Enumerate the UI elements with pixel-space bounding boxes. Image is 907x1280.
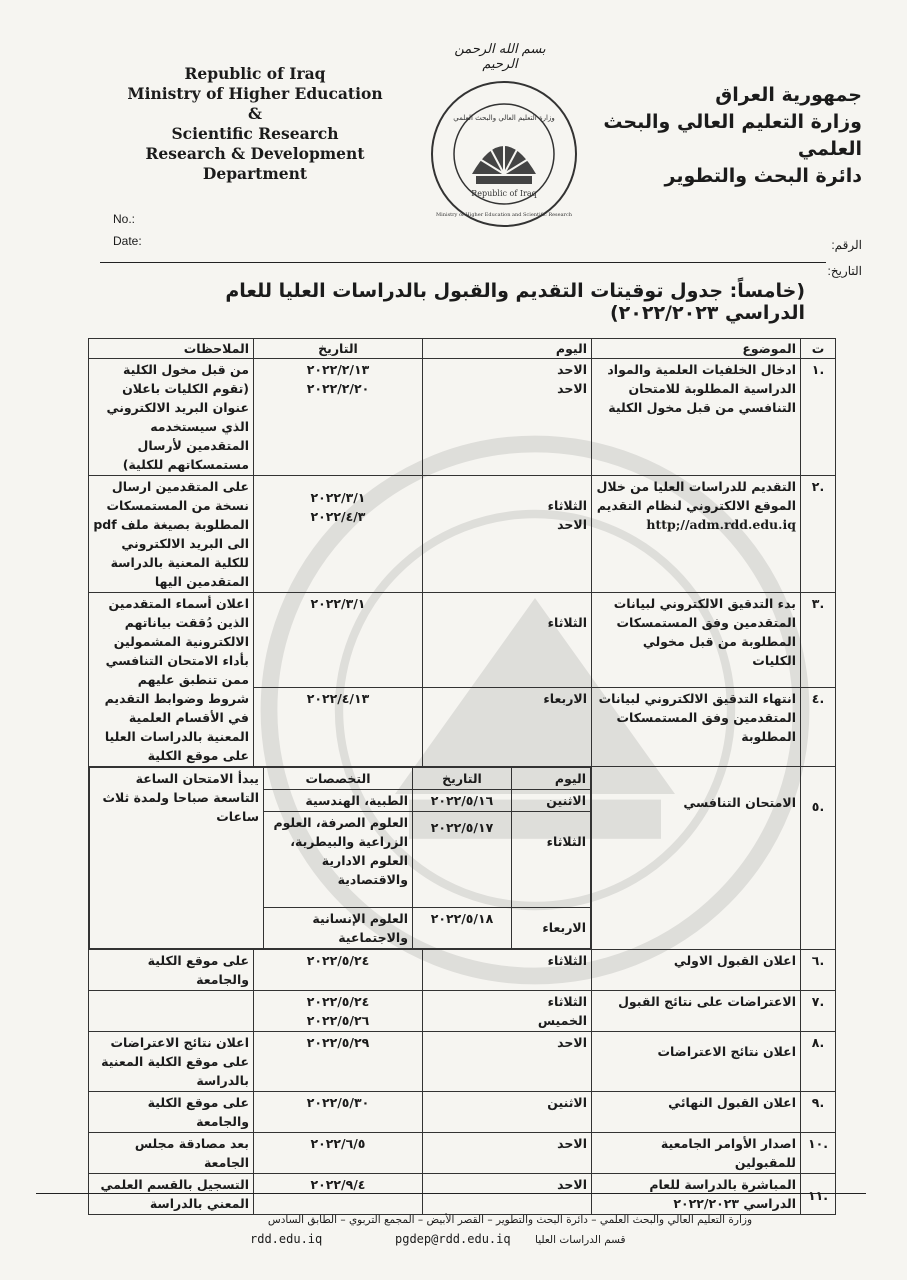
en-line-department: Research & Development: [145, 144, 365, 163]
row-num: .١٠: [801, 1133, 836, 1174]
table-row: [89, 1092, 836, 1133]
row-num: .٢: [801, 476, 836, 593]
row-num: .٩: [801, 1092, 836, 1133]
table-row: [89, 991, 836, 1032]
header-date: التاريخ: [254, 339, 423, 359]
row-notes: على موقع الكلية والجامعة: [89, 950, 254, 991]
exam-spec: العلوم الإنسانية والاجتماعية: [264, 908, 413, 949]
footer-rule: [36, 1193, 866, 1194]
row-subject: ادخال الخلفيات العلمية والمواد الدراسية المطلوبة للامتحان التنافسي من قبل مخول الكلية: [592, 359, 801, 476]
row-subject: انتهاء التدقيق الالكتروني لبيانات المتقدمين وفق المستمسكات المطلوبة: [592, 688, 801, 767]
seal-ring-text: Ministry of Higher Education and Scientific Research: [436, 212, 572, 218]
ar-ref-number-label: الرقم:: [831, 238, 862, 252]
header-day: اليوم: [423, 339, 592, 359]
table-row: [89, 1133, 836, 1174]
row-notes: من قبل مخول الكلية (تقوم الكليات باعلان عنوان البريد الالكتروني الذي سيستخدمه المتقدمين لأرسال مستمسكاتهم للكلية): [89, 359, 254, 476]
en-line-ministry-2: Scientific Research: [171, 124, 339, 143]
schedule-table: [88, 338, 836, 1215]
row-num: .١١: [801, 1174, 836, 1215]
row-subject: [592, 476, 801, 593]
row-date: ٢٠٢٢/٦/٥: [254, 1133, 423, 1174]
day-value: الاحد: [557, 381, 587, 396]
row-subject: اصدار الأوامر الجامعية للمقبولين: [592, 1133, 801, 1174]
header-subject: الموضوع: [592, 339, 801, 359]
exam-note: يبدأ الامتحان الساعة التاسعة صباحا ولمدة ثلاث ساعات: [90, 768, 264, 949]
row-notes: التسجيل بالقسم العلمي المعني بالدراسة: [89, 1174, 254, 1215]
row-day: الاربعاء: [423, 688, 592, 767]
exam-day: الاثنين: [512, 790, 591, 812]
row-day: [423, 359, 592, 476]
table-row: [89, 593, 836, 688]
footer-address: وزارة التعليم العالي والبحث العلمي – دائرة البحث والتطوير – القصر الأبيض – المجمع التربوي – الطابق السادس: [267, 1214, 753, 1226]
exam-day: الثلاثاء: [512, 812, 591, 908]
row-num: .٦: [801, 950, 836, 991]
row-date: ٢٠٢٢/٥/٢٤: [254, 950, 423, 991]
arabic-letterhead: [582, 82, 862, 190]
row-day: [423, 991, 592, 1032]
row-day: الثلاثاء: [423, 950, 592, 991]
date-value: ٢٠٢٢/٥/٢٤: [306, 994, 370, 1009]
row-num: .٤: [801, 688, 836, 767]
footer-department: قسم الدراسات العليا: [535, 1234, 626, 1246]
row-notes: [89, 991, 254, 1032]
exam-date: ٢٠٢٢/٥/١٨: [413, 908, 512, 949]
row-day: الاحد: [423, 1032, 592, 1092]
day-value: الثلاثاء: [547, 498, 587, 513]
date-value: ٢٠٢٢/٢/٢٠: [306, 381, 370, 396]
exam-date: ٢٠٢٢/٥/١٧: [413, 812, 512, 908]
row-num: .١: [801, 359, 836, 476]
sub-header-day: اليوم: [512, 768, 591, 790]
row-subject: بدء التدقيق الالكتروني لبيانات المتقدمين وفق المستمسكات المطلوبة من قبل مخولي الكليات: [592, 593, 801, 688]
subject-text: التقديم للدراسات العليا من خلال الموقع الالكتروني لنظام التقديم: [596, 479, 796, 513]
exam-date: ٢٠٢٢/٥/١٦: [413, 790, 512, 812]
row-subject: الاعتراضات على نتائج القبول: [592, 991, 801, 1032]
row-day: الاحد: [423, 1174, 592, 1215]
row-subject: اعلان القبول الاولي: [592, 950, 801, 991]
row-date: ٢٠٢٢/٥/٣٠: [254, 1092, 423, 1133]
row-subject: اعلان القبول النهائي: [592, 1092, 801, 1133]
row-num: .٨: [801, 1032, 836, 1092]
ministry-seal: [428, 78, 580, 230]
ref-number-label: No.:: [113, 212, 136, 226]
header-notes: الملاحظات: [89, 339, 254, 359]
date-value: ٢٠٢٢/٥/٢٦: [306, 1013, 370, 1028]
en-line-ministry: Ministry of Higher Education &: [127, 84, 383, 123]
row-subject: المباشرة بالدراسة للعام الدراسي ٢٠٢٢/٢٠٢٣: [592, 1174, 801, 1215]
table-header-row: [89, 339, 836, 359]
row-notes: على موقع الكلية والجامعة: [89, 1092, 254, 1133]
application-url-link[interactable]: http;//adm.rdd.edu.iq: [646, 517, 796, 532]
table-row: [89, 767, 836, 950]
row-num: .٣: [801, 593, 836, 688]
exam-spec: العلوم الصرفة، العلوم الزراعية والبيطرية، العلوم الادارية والاقتصادية: [264, 812, 413, 908]
english-letterhead: [120, 64, 390, 184]
footer-website-link[interactable]: rdd.edu.iq: [250, 1232, 323, 1246]
ar-line-department: دائرة البحث والتطوير: [664, 165, 862, 187]
date-value: ٢٠٢٢/٢/١٣: [306, 362, 370, 377]
row-notes: بعد مصادقة مجلس الجامعة: [89, 1133, 254, 1174]
row-num: .٥: [801, 767, 836, 950]
row-subject: الامتحان التنافسي: [592, 767, 801, 950]
row-day: الثلاثاء: [423, 593, 592, 688]
document-title: (خامساً: جدول توقيتات التقديم والقبول بالدراسات العليا للعام الدراسي ٢٠٢٢/٢٠٢٣): [225, 280, 805, 324]
header-num: ت: [801, 339, 836, 359]
sub-header-date: التاريخ: [413, 768, 512, 790]
basmala: بسم الله الرحمن الرحيم: [454, 42, 546, 72]
row-notes: اعلان نتائج الاعتراضات على موقع الكلية المعنية بالدراسة: [89, 1032, 254, 1092]
ar-line-country: جمهورية العراق: [715, 84, 862, 106]
table-row: [89, 476, 836, 593]
row-date: [254, 476, 423, 593]
row-subject: اعلان نتائج الاعتراضات: [592, 1032, 801, 1092]
row-date: ٢٠٢٢/٩/٤: [254, 1174, 423, 1215]
exam-spec: الطبية، الهندسية: [264, 790, 413, 812]
date-value: ٢٠٢٢/٤/٣: [310, 509, 366, 524]
sub-header-spec: التخصصات: [264, 768, 413, 790]
day-value: الثلاثاء: [547, 994, 587, 1009]
exam-subtable: [89, 767, 591, 949]
en-line-department-2: Department: [202, 164, 308, 183]
en-line-country: Republic of Iraq: [184, 64, 326, 83]
row-day: الاحد: [423, 1133, 592, 1174]
table-row: [89, 1032, 836, 1092]
ar-line-ministry: وزارة التعليم العالي والبحث العلمي: [603, 111, 862, 160]
table-row: [89, 359, 836, 476]
ar-ref-date-label: التاريخ:: [827, 264, 862, 278]
row-num: .٧: [801, 991, 836, 1032]
ref-date-label: Date:: [113, 234, 142, 248]
day-value: الخميس: [537, 1013, 587, 1028]
table-row: [89, 1174, 836, 1215]
row-notes: على المتقدمين ارسال نسخة من المستمسكات المطلوبة بصيغة ملف pdf الى البريد الالكتروني للكلية المعنية بالدراسة المتقدمين اليها: [89, 476, 254, 593]
row-date: [254, 359, 423, 476]
exam-subheader-row: [90, 768, 591, 790]
day-value: الاحد: [557, 362, 587, 377]
exam-subtable-cell: [89, 767, 592, 950]
row-date: [254, 991, 423, 1032]
seal-bottom-text: Republic of Iraq: [471, 189, 537, 198]
exam-day: الاربعاء: [512, 908, 591, 949]
row-date: ٢٠٢٢/٤/١٣: [254, 688, 423, 767]
day-value: الاحد: [557, 517, 587, 532]
date-value: ٢٠٢٢/٣/١: [310, 490, 366, 505]
footer-email-link[interactable]: pgdep@rdd.edu.iq: [395, 1232, 511, 1246]
row-date: ٢٠٢٢/٥/٢٩: [254, 1032, 423, 1092]
row-notes: اعلان أسماء المتقدمين الذين دُققت بياناتهم الالكترونية المشمولين بأداء الامتحان التنافسي ممن تنطبق عليهم شروط وضوابط التقديم في الأقسام العلمية المعنية بالدراسات العليا على موقع الكلية: [89, 593, 254, 767]
header-rule: [100, 262, 826, 263]
row-day: الاثنين: [423, 1092, 592, 1133]
table-row: [89, 950, 836, 991]
row-day: [423, 476, 592, 593]
seal-top-text: وزارة التعليم العالي والبحث العلمي: [453, 114, 555, 122]
row-date: ٢٠٢٢/٣/١: [254, 593, 423, 688]
